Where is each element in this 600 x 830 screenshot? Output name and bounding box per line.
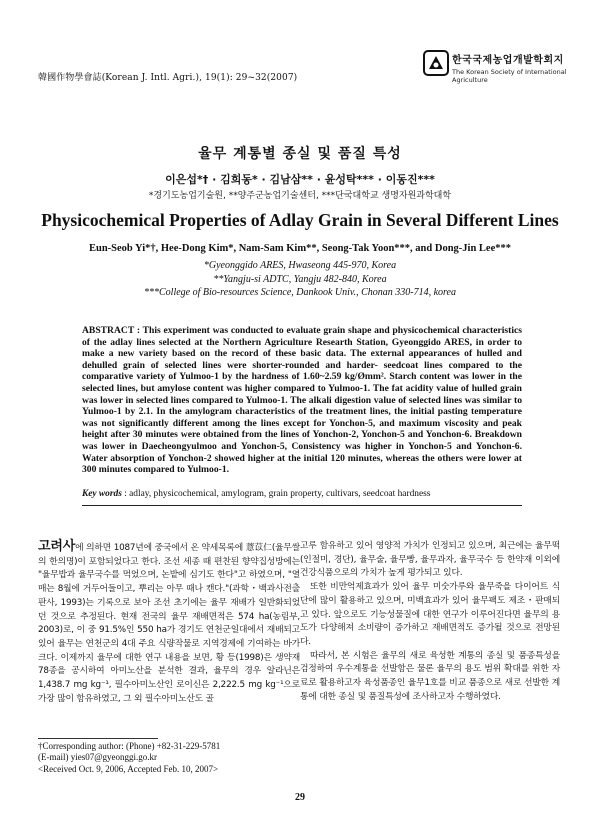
logo-english-name-1: The Korean Society of International bbox=[452, 68, 567, 76]
affiliation-1: *Gyeonggido ARES, Hwaseong 445-970, Korea bbox=[203, 260, 397, 271]
body-column-right bbox=[300, 540, 560, 704]
divider bbox=[82, 505, 522, 506]
affiliation-2: **Yangju-si ADTC, Yangju 482-840, Korea bbox=[213, 273, 387, 285]
footnote bbox=[38, 741, 338, 775]
footnote-email: (E-mail) yies07@gyeonggi.go.kr bbox=[38, 752, 158, 763]
title-english: Physicochemical Properties of Adlay Grain in Several Different Lines bbox=[41, 210, 559, 230]
body-paragraph-4: 따라서, 본 시험은 율무의 새로 육성한 계통의 종실 및 품종특성을 검정하여 우수계통을 선발함은 물론 율무의 용도 범위 확대를 위한 자료로 활용하고자 육성품종인 율무1호를 비교 품종으로 새로 선발한 계통에 대한 종실 및 품질특성에 조사하고자 수행하였다. bbox=[300, 650, 560, 702]
dropcap: 고려사 bbox=[38, 539, 76, 554]
affiliations-korean: *경기도농업기술원, **양주군농업기술센터, ***단국대학교 생명자원과학대학 bbox=[148, 191, 452, 201]
abstract: ABSTRACT : This experiment was conducted to evaluate grain shape and physicochemical characteristics of the adlay lines selected at the Northern Agriculture Researth Station, Gyeonggido ARES, in order to make a new variety based on the record of these basic data. The external appearances of hulled and dehulled grain of selected lines were shorter-rounded and harder- seedcoat lines compared to the comparative variety of Yulmoo-1 by the hardness of 1.60~2.59 kg/Ømm². Starch content was lower in the selected lines, but amylose content was higher compared to Yulmoo-1. The fat acidity value of hulled grain was lower in selected lines compared to Yulmoo-1. The alkali digestion value of selected lines was similar to Yulmoo-1 by 2.1. In the amylogram characteristics of the treatment lines, the initial pasting temperature was not significantly different among the lines except for Yonchon-5, and maximum viscosity and peak height after 30 minutes were obtained from the lines of Yonchon-2, Yonchon-5 and Yonchon-6. Breakdown was lower in Daecheongyulmoo and Yonchon-5, Consistency was higher in Yonchon-5 and Yonchon-6. Water absorption of Yonchon-2 showed higher at the initial 120 minutes, whereas the others were lower at 300 minutes compared to Yulmoo-1. bbox=[82, 325, 522, 476]
keywords bbox=[82, 489, 522, 499]
body-paragraph-3: 또한 비만억제효과가 있어 율무 미숫가루와 율무죽을 다이어트 식단에 많이 활용하고 있으며, 미백효과가 있어 율무팩도 제조・판매되고 있다. 앞으로도 기능성물질에 대한 연구가 이루어진다면 율무의 용도가 다양해져 소비량이 증가하고 재배면적도 증가될 것으로 전망된다. bbox=[300, 582, 560, 647]
body-paragraph-1: 에 의하면 1087년에 중국에서 온 약세목록에 薏苡仁(율무쌀의 한의명)이 포함되었다고 한다. 조선 세종 때 편찬된 향약집성방에는 "율무밥과 율무국수를 먹었으며, 논밭에 심기도 한다"고 하였으며, "열매는 8월에 거두어들이고, 뿌리는 아무 때나 캔다."(과학・백과사전출판사, 1993)는 기록으로 보아 조선 초기에는 율무 재배가 일반화되었던 것으로 추정된다. 현재 전국의 율무 재배면적은 574 ha(농림부, 2003)로, 이 중 91.5%인 550 ha가 경기도 연천군일대에서 재배되고 있어 율무는 연천군의 4대 주요 식량작물로 지역경제에 기여하는 바가 크다. 이제까지 율무에 대한 연구 내용을 보면, 황 등(1998)은 생약재 78종을 공시하여 아미노산을 분석한 결과, 율무의 경우 알라닌은 1,438.7 mg kg⁻¹, 필수아미노산인 로이신은 2,222.5 mg kg⁻¹으로 가장 많이 함유하였고, 그 외 필수아미노산도 골 bbox=[38, 543, 300, 704]
page-number: 29 bbox=[295, 792, 305, 803]
body-column-left bbox=[38, 540, 300, 706]
journal-reference: 韓國作物學會誌(Korean J. Intl. Agri.), 19(1): 29~32(2007) bbox=[38, 73, 298, 83]
logo-english-name-2: Agriculture bbox=[452, 76, 488, 84]
body-paragraph-2: 고루 함유하고 있어 영양적 가치가 인정되고 있으며, 최근에는 율무떡(인절미, 경단), 율무술, 율무빵, 율무과자, 율무국수 등 한약재 이외에 건강식품으로의 가치가 높게 평가되고 있다. bbox=[300, 541, 560, 579]
title-korean: 율무 계통별 종실 및 품질 특성 bbox=[198, 146, 402, 162]
affiliations-english bbox=[0, 259, 600, 300]
society-logo-text bbox=[452, 51, 592, 84]
affiliation-3: ***College of Bio-resources Science, Dankook Univ., Chonan 330-714, korea bbox=[144, 287, 456, 298]
society-logo-icon bbox=[423, 50, 449, 76]
footnote-corresponding: †Corresponding author: (Phone) +82-31-229-5781 bbox=[38, 741, 221, 751]
footnote-received: <Received Oct. 9, 2006, Accepted Feb. 10, 2007> bbox=[38, 763, 219, 774]
keywords-label: Key words bbox=[82, 489, 122, 499]
footnote-divider bbox=[38, 738, 158, 739]
authors-english: Eun-Seob Yi*†, Hee-Dong Kim*, Nam-Sam Kim**, Seong-Tak Yoon***, and Dong-Jin Lee*** bbox=[89, 243, 511, 254]
authors-korean: 이은섭*† · 김희동* · 김남삼** · 윤성탁*** · 이동진*** bbox=[165, 173, 435, 186]
keywords-list: : adlay, physicochemical, amylogram, grain property, cultivars, seedcoat hardness bbox=[124, 489, 431, 499]
logo-korean-name: 한국국제농업개발학회지 bbox=[452, 55, 564, 66]
